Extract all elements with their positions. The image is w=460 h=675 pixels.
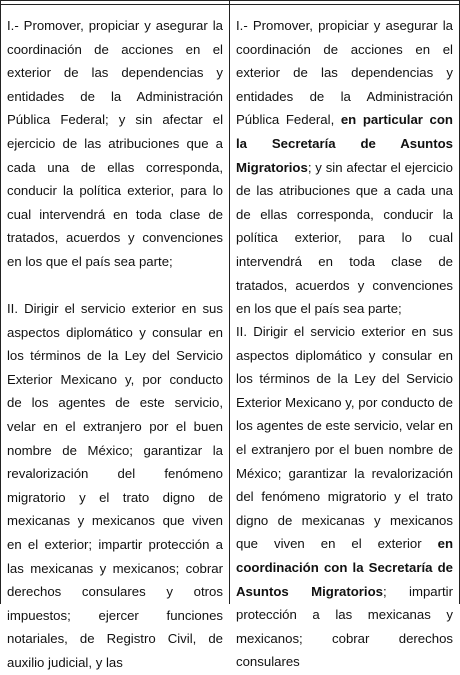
left-column: [0, 0, 230, 670]
right-p1-text-b: ; y sin afectar el ejercicio de las atribuciones que a cada una de ellas corresponda, conducir la política exterior, para lo cual intervendrá en toda clase de tratados, acuerdos y convenciones en los que el país sea parte;: [236, 159, 453, 317]
right-column: [229, 0, 460, 670]
right-p1-text-a: I.- Promover, propiciar y asegurar la coordinación de acciones en el exterior de las dependencias y entidades de la Administración Pública Federal,: [236, 18, 453, 128]
right-paragraph-1: [236, 14, 453, 321]
right-p2-text-b: ; impartir protección a las mexicanas y mexicanos; cobrar derechos consulares: [236, 583, 453, 670]
left-paragraph-1: I.- Promover, propiciar y asegurar la coordinación de acciones en el exterior de las dependencias y entidades de la Administración Pública Federal; y sin afectar el ejercicio de las atribuciones que a cada una de ellas corresponda, conducir la política exterior, para lo cual intervendrá en toda clase de tratados, acuerdos y convenciones en los que el país sea parte;: [7, 18, 223, 269]
top-border: [230, 0, 459, 5]
right-p2-text-a: II. Dirigir el servicio exterior en sus aspectos diplomático y consular en los términos de la Ley del Servicio Exterior Mexicano y, por conducto de los agentes de este servicio, velar en el extranjero por el buen nombre de México; garantizar la revalorización del fenómeno migratorio y el trato digno de mexicanas y mexicanos que viven en el exterior: [236, 324, 453, 552]
top-border: [1, 0, 229, 5]
right-paragraph-2: [236, 320, 453, 674]
left-paragraph-2: II. Dirigir el servicio exterior en sus aspectos diplomático y consular en los términos de la Ley del Servicio Exterior Mexicano y, por conducto de los agentes de este servicio, velar en el extranjero por el buen nombre de México; garantizar la revalorización del fenómeno migratorio y el trato digno de mexicanas y mexicanos que viven en el exterior; impartir protección a las mexicanas y mexicanos; cobrar derechos consulares y otros impuestos; ejercer funciones notariales, de Registro Civil, de auxilio judicial, y las: [7, 301, 223, 670]
right-p2-bold-text: en coordinación con la Secretaría de Asuntos Migratorios: [236, 536, 453, 599]
right-p1-bold-text: en particular con la Secretaría de Asuntos Migratorios: [236, 112, 453, 175]
